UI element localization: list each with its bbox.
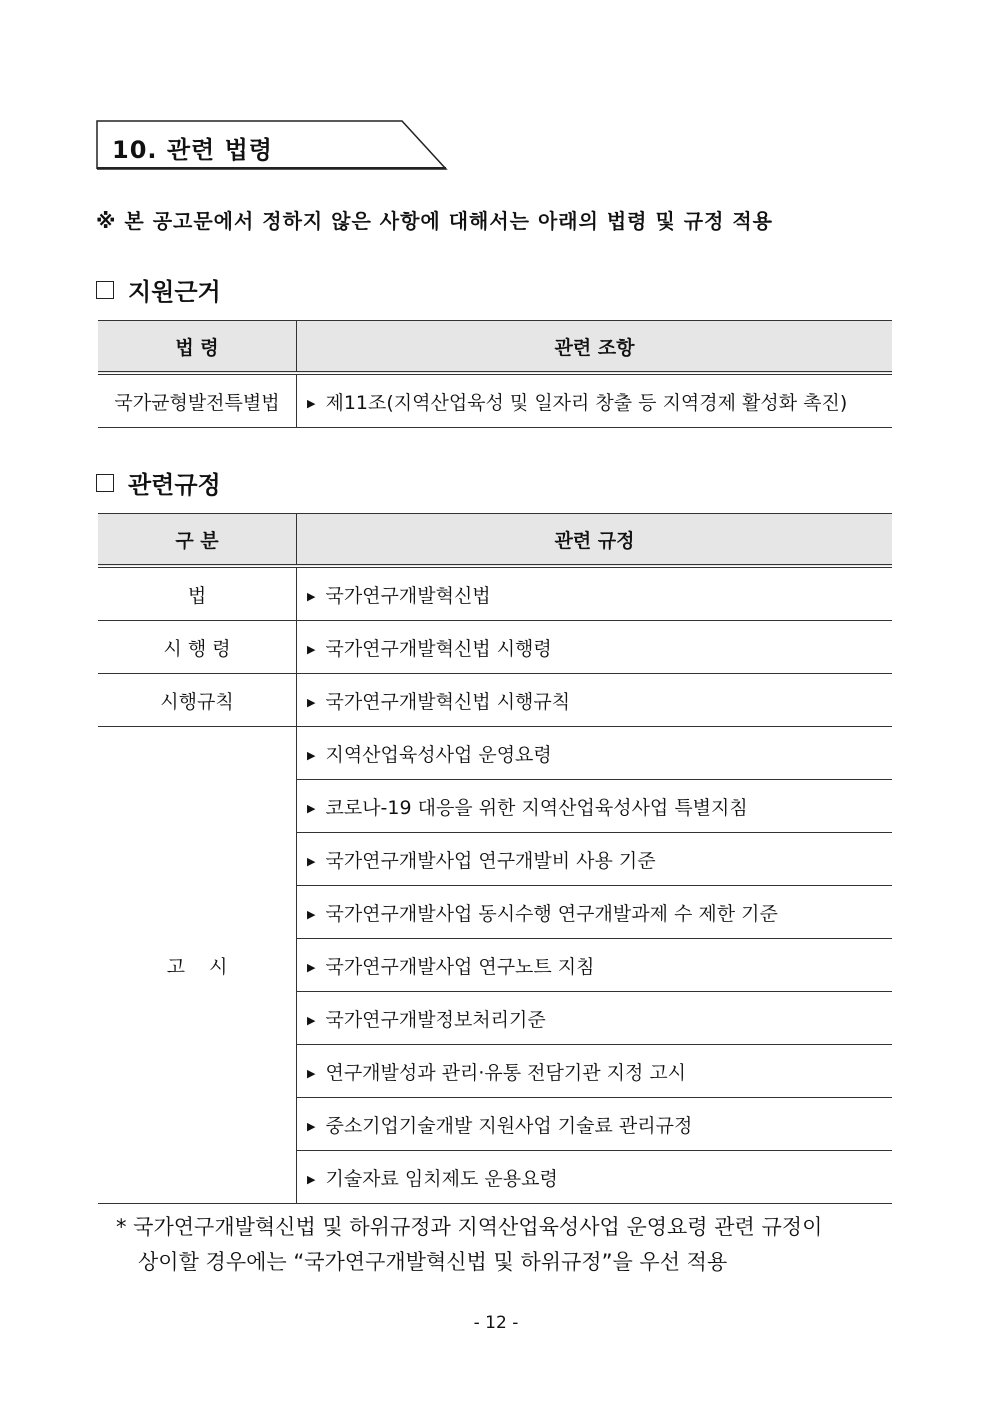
notice-category: 고 시 <box>98 727 297 1204</box>
row-category: 법 <box>98 566 297 621</box>
row-content: ▶ 제11조(지역산업육성 및 일자리 창출 등 지역경제 활성화 촉진) <box>297 373 893 428</box>
notice-item: ▶ 국가연구개발사업 동시수행 연구개발과제 수 제한 기준 <box>297 886 893 939</box>
triangle-bullet-icon: ▶ <box>307 854 316 868</box>
regulations-heading <box>96 465 221 500</box>
header-regulation: 관련 규정 <box>297 514 893 567</box>
footnote <box>116 1210 822 1280</box>
triangle-bullet-icon: ▶ <box>307 1119 316 1133</box>
triangle-bullet-icon: ▶ <box>307 695 316 709</box>
triangle-bullet-icon: ▶ <box>307 396 316 410</box>
table-row <box>98 566 892 621</box>
section-title-box <box>96 120 448 170</box>
section-title: 10. 관련 법령 <box>112 136 273 164</box>
checkbox-square-icon <box>96 281 114 299</box>
row-content: ▶ 국가연구개발혁신법 <box>297 566 893 621</box>
header-article: 관련 조항 <box>297 321 893 374</box>
header-category: 구 분 <box>98 514 297 567</box>
notice-item: ▶ 코로나-19 대응을 위한 지역산업육성사업 특별지침 <box>297 780 893 833</box>
row-category: 시행규칙 <box>98 674 297 727</box>
notice-item: ▶ 연구개발성과 관리·유통 전담기관 지정 고시 <box>297 1045 893 1098</box>
notice-item: ▶ 중소기업기술개발 지원사업 기술료 관리규정 <box>297 1098 893 1151</box>
row-content: ▶ 국가연구개발혁신법 시행령 <box>297 621 893 674</box>
checkbox-square-icon <box>96 474 114 492</box>
table-row <box>98 674 892 727</box>
support-basis-table <box>98 320 892 428</box>
footnote-line-1: * 국가연구개발혁신법 및 하위규정과 지역산업육성사업 운영요령 관련 규정이 <box>116 1215 823 1239</box>
notice-item: ▶ 지역산업육성사업 운영요령 <box>297 727 893 780</box>
triangle-bullet-icon: ▶ <box>307 748 316 762</box>
table-header-row <box>98 321 892 374</box>
table-header-row <box>98 514 892 567</box>
triangle-bullet-icon: ▶ <box>307 907 316 921</box>
triangle-bullet-icon: ▶ <box>307 1066 316 1080</box>
header-law: 법 령 <box>98 321 297 374</box>
regulations-table <box>98 513 892 1204</box>
table-row <box>98 621 892 674</box>
row-content: ▶ 국가연구개발혁신법 시행규칙 <box>297 674 893 727</box>
page-number: - 12 - <box>473 1313 519 1333</box>
notice-item: ▶ 국가연구개발사업 연구노트 지침 <box>297 939 893 992</box>
table-row <box>98 727 892 780</box>
row-category: 시 행 령 <box>98 621 297 674</box>
support-basis-heading <box>96 272 221 307</box>
triangle-bullet-icon: ▶ <box>307 801 316 815</box>
notice-note: ※ 본 공고문에서 정하지 않은 사항에 대해서는 아래의 법령 및 규정 적용 <box>96 209 773 233</box>
row-category: 국가균형발전특별법 <box>98 373 297 428</box>
triangle-bullet-icon: ▶ <box>307 960 316 974</box>
triangle-bullet-icon: ▶ <box>307 642 316 656</box>
footnote-line-2: 상이할 경우에는 “국가연구개발혁신법 및 하위규정”을 우선 적용 <box>138 1250 728 1274</box>
notice-item: ▶ 국가연구개발정보처리기준 <box>297 992 893 1045</box>
triangle-bullet-icon: ▶ <box>307 1172 316 1186</box>
notice-item: ▶ 국가연구개발사업 연구개발비 사용 기준 <box>297 833 893 886</box>
notice-item: ▶ 기술자료 임치제도 운용요령 <box>297 1151 893 1204</box>
support-basis-heading-text: 지원근거 <box>128 278 221 306</box>
triangle-bullet-icon: ▶ <box>307 1013 316 1027</box>
table-row <box>98 373 892 428</box>
triangle-bullet-icon: ▶ <box>307 589 316 603</box>
regulations-heading-text: 관련규정 <box>128 471 221 499</box>
